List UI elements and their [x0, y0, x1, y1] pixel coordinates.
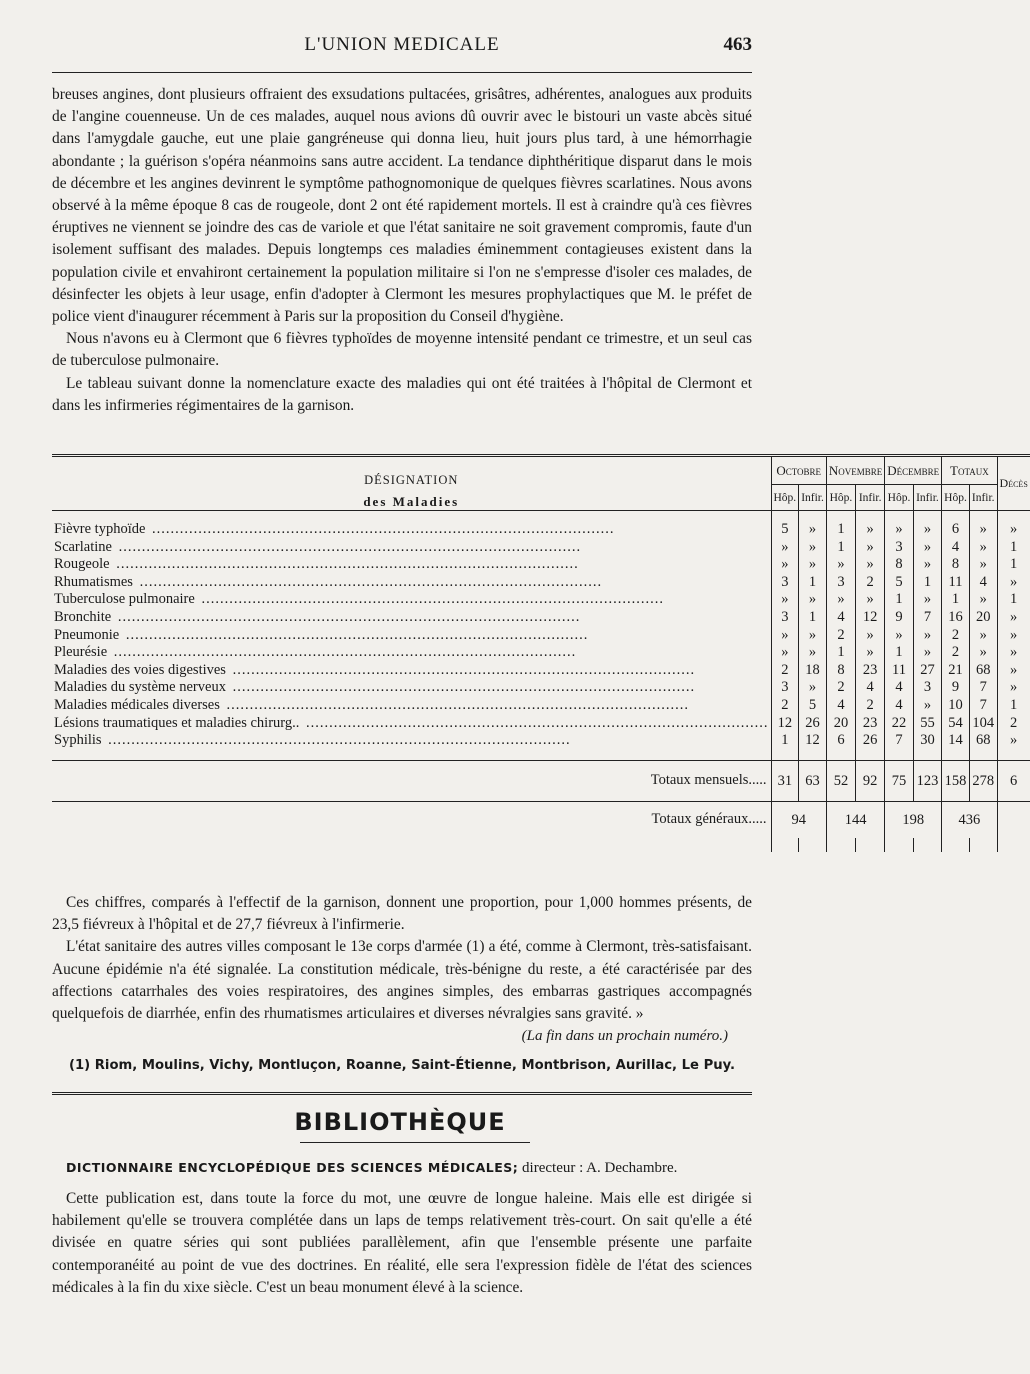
sub-header-hop: Hôp.	[885, 485, 913, 511]
total-cell: 52	[826, 760, 855, 801]
table-cell: 6	[942, 521, 970, 539]
table-cell: »	[997, 521, 1030, 539]
table-cell: 1	[826, 644, 855, 662]
disease-label: Pneumonie	[54, 626, 120, 643]
table-cell: 7	[913, 609, 941, 627]
dictionary-title: DICTIONNAIRE ENCYCLOPÉDIQUE DES SCIENCES MÉDICALES;	[66, 1160, 519, 1175]
table-cell: »	[771, 539, 799, 557]
table-cell: »	[913, 627, 941, 645]
table-cell: »	[997, 574, 1030, 592]
disease-label: Pleurésie	[54, 644, 108, 661]
designation-subtitle: des Maladies	[363, 494, 460, 509]
table-cell: 7	[969, 697, 997, 715]
disease-table	[52, 454, 1030, 852]
table-cell: 7	[969, 679, 997, 697]
table-cell: 4	[942, 539, 970, 557]
table-cell: 2	[856, 574, 885, 592]
intro-paragraph-1: breuses angines, dont plusieurs offraient des exsudations pultacées, grisâtres, adhérentes, analogues aux produits de l'angine couenneuse. Un de ces malades, auquel nous avions dû ouvrir avec le bistouri un vaste abcès situé dans l'amygdale gauche, eut une plaie gangréneuse qui donna lieu, huit jours plus tard, à une hémorrhagie abondante ; la guérison s'opéra néanmoins sans autre accident. La tendance diphthéritique disparut dans le mois de décembre et les angines devinrent le symptôme pathognomonique de quelques fièvres scarlatines. Nous avons observé à la même époque 8 cas de rougeole, dont 2 ont été rapidement mortels. Il est à craindre qu'à ces fièvres éruptives ne viennent se joindre des cas de variole et que l'état sanitaire ne soit gravement compromis, faute d'un isolement suffisant des malades. Depuis longtemps ces maladies éminemment contagieuses existent dans la population civile et envahiront certainement la population militaire si l'on ne s'empresse d'isoler ces malades, de désinfecter les objets à leur usage, enfin d'adopter à Clermont les mesures prophylactiques que M. le préfet de police vient d'inaugurer récemment à Paris sur la proposition du Conseil d'hygiène.	[52, 86, 752, 326]
table-cell: »	[799, 521, 827, 539]
bibliotheque-text	[52, 1188, 752, 1299]
table-cell: »	[771, 627, 799, 645]
table-cell: 1	[799, 574, 827, 592]
table-cell: 1	[913, 574, 941, 592]
table-cell: 1	[826, 521, 855, 539]
table-cell: 4	[885, 679, 913, 697]
table-cell: 1	[885, 644, 913, 662]
table-cell: 1	[997, 556, 1030, 574]
table-cell: 5	[799, 697, 827, 715]
table-cell: »	[771, 644, 799, 662]
table-cell: »	[913, 644, 941, 662]
table-cell: »	[913, 539, 941, 557]
table-cell: »	[799, 679, 827, 697]
table-cell: 3	[771, 679, 799, 697]
table-cell: 1	[997, 591, 1030, 609]
table-cell: »	[771, 556, 799, 574]
table-cell: »	[771, 591, 799, 609]
monthly-totals-label: Totaux mensuels.....	[52, 760, 771, 801]
table-cell: 5	[885, 574, 913, 592]
disease-label: Scarlatine	[54, 538, 112, 555]
table-row	[52, 644, 1030, 662]
table-cell: 27	[913, 662, 941, 680]
disease-label: Maladies médicales diverses	[54, 696, 220, 713]
table-cell: »	[997, 732, 1030, 750]
table-cell: »	[913, 591, 941, 609]
sub-header-infir: Infir.	[799, 485, 827, 511]
table-cell: 4	[885, 697, 913, 715]
disease-label: Rougeole	[54, 556, 110, 573]
disease-name	[52, 715, 771, 733]
intro-text	[52, 84, 752, 417]
table-cell: 3	[771, 609, 799, 627]
table-cell: »	[885, 521, 913, 539]
dictionary-heading	[66, 1160, 752, 1177]
table-cell: 10	[942, 697, 970, 715]
table-row	[52, 609, 1030, 627]
disease-name	[52, 627, 771, 645]
table-cell: 4	[826, 609, 855, 627]
disease-label: Maladies des voies digestives	[54, 661, 226, 678]
table-cell: 1	[885, 591, 913, 609]
table-cell: 22	[885, 715, 913, 733]
sub-header-hop: Hôp.	[771, 485, 799, 511]
table-cell: 7	[885, 732, 913, 750]
disease-name	[52, 591, 771, 609]
page-header	[52, 34, 752, 64]
dictionary-director: directeur : A. Dechambre.	[522, 1160, 678, 1176]
table-row	[52, 556, 1030, 574]
table-cell: »	[997, 609, 1030, 627]
total-cell: 63	[799, 760, 827, 801]
disease-name	[52, 662, 771, 680]
table-row	[52, 539, 1030, 557]
disease-label: Maladies du système nerveux	[54, 679, 226, 696]
table-row	[52, 627, 1030, 645]
table-cell: 2	[826, 627, 855, 645]
grand-totals-label: Totaux généraux.....	[52, 801, 771, 838]
table-cell: 1	[799, 609, 827, 627]
table-cell: »	[969, 556, 997, 574]
table-cell: 8	[942, 556, 970, 574]
table-cell: 16	[942, 609, 970, 627]
section-rule	[52, 1092, 752, 1095]
total-cell: 6	[997, 760, 1030, 801]
table-cell: 9	[942, 679, 970, 697]
table-cell: 23	[856, 715, 885, 733]
bibliotheque-rule	[300, 1142, 530, 1143]
after-paragraph-2: L'état sanitaire des autres villes composant le 13e corps d'armée (1) a été, comme à Clermont, très-satisfaisant. Aucune épidémie n'a été signalée. La constitution médicale, très-bénigne du reste, a été caractérisée par des affections catarrhales des voies respiratoires, des angines simples, des embarras gastriques accompagnés quelquefois de diarrhée, enfin des rhumatismes articulaires et diverses névralgies sans gravité. »	[52, 938, 752, 1023]
table-cell: »	[969, 539, 997, 557]
grand-total-cell: 144	[826, 801, 884, 838]
disease-label: Syphilis	[54, 732, 102, 749]
table-cell: »	[885, 627, 913, 645]
grand-totals-row	[52, 801, 1030, 838]
table-cell: 1	[997, 539, 1030, 557]
disease-name	[52, 574, 771, 592]
table-cell: 3	[913, 679, 941, 697]
grand-total-empty	[997, 801, 1030, 838]
disease-name	[52, 644, 771, 662]
table-cell: »	[913, 697, 941, 715]
table-cell: 1	[997, 697, 1030, 715]
designation-header	[52, 456, 771, 511]
table-cell: »	[799, 556, 827, 574]
table-cell: »	[997, 662, 1030, 680]
intro-paragraph-2: Nous n'avons eu à Clermont que 6 fièvres typhoïdes de moyenne intensité pendant ce trimestre, et un seul cas de tuberculose pulmonaire.	[52, 330, 752, 370]
disease-label: Lésions traumatiques et maladies chirurg..	[54, 714, 300, 731]
table-cell: 104	[969, 715, 997, 733]
table-cell: 8	[885, 556, 913, 574]
table-cell: 68	[969, 732, 997, 750]
table-cell: 14	[942, 732, 970, 750]
table-cell: 9	[885, 609, 913, 627]
table-cell: »	[799, 591, 827, 609]
table-cell: 8	[826, 662, 855, 680]
total-cell: 158	[942, 760, 970, 801]
table-cell: 2	[856, 697, 885, 715]
table-cell: 55	[913, 715, 941, 733]
table-cell: »	[856, 556, 885, 574]
table-row	[52, 521, 1030, 539]
total-cell: 123	[913, 760, 941, 801]
header-december: Décembre	[885, 456, 942, 485]
table-cell: 3	[885, 539, 913, 557]
table-cell: »	[969, 591, 997, 609]
disease-name	[52, 609, 771, 627]
table-cell: 1	[942, 591, 970, 609]
table-cell: 54	[942, 715, 970, 733]
continued-note: (La fin dans un prochain numéro.)	[521, 1028, 728, 1044]
disease-name	[52, 539, 771, 557]
table-cell: 1	[771, 732, 799, 750]
header-deces: Décès	[997, 456, 1030, 511]
total-cell: 31	[771, 760, 799, 801]
header-totals: Totaux	[942, 456, 997, 485]
after-text	[52, 892, 752, 1025]
table-row	[52, 591, 1030, 609]
disease-name	[52, 556, 771, 574]
table-cell: 20	[969, 609, 997, 627]
table-row	[52, 679, 1030, 697]
table-cell: »	[913, 556, 941, 574]
sub-header-hop: Hôp.	[942, 485, 970, 511]
table-cell: »	[856, 591, 885, 609]
table-cell: »	[856, 644, 885, 662]
table-cell: 21	[942, 662, 970, 680]
disease-name	[52, 679, 771, 697]
monthly-totals-row	[52, 760, 1030, 801]
table-cell: 26	[799, 715, 827, 733]
table-row	[52, 715, 1030, 733]
table-cell: »	[826, 556, 855, 574]
bibliotheque-paragraph: Cette publication est, dans toute la force du mot, une œuvre de longue haleine. Mais elle est dirigée si habilement qu'elle se trouvera complétée dans un laps de temps relativement très-court. On sait qu'elle a été divisée en quatre séries qui sont publiées parallèlement, afin que l'ensemble présente une parfaite contemporanéité au point de vue des doctrines. En réalité, elle sera l'expression fidèle de l'état des sciences médicales à la fin du xixe siècle. C'est un beau monument élevé à la science.	[52, 1190, 752, 1296]
table-cell: »	[826, 591, 855, 609]
table-cell: 12	[771, 715, 799, 733]
table-cell: 3	[826, 574, 855, 592]
page-number: 463	[723, 34, 752, 55]
disease-label: Fièvre typhoïde	[54, 521, 146, 537]
table-cell: 1	[826, 539, 855, 557]
table-cell: »	[799, 539, 827, 557]
grand-total-cell: 436	[942, 801, 997, 838]
table-row	[52, 574, 1030, 592]
disease-rows	[52, 521, 1030, 750]
designation-title: DÉSIGNATION	[364, 473, 459, 487]
header-october: Octobre	[771, 456, 826, 485]
footnote: (1) Riom, Moulins, Vichy, Montluçon, Roanne, Saint-Étienne, Montbrison, Aurillac, Le Puy.	[68, 1058, 736, 1073]
table-cell: 2	[997, 715, 1030, 733]
grand-total-cell: 94	[771, 801, 826, 838]
table-row	[52, 732, 1030, 750]
disease-name	[52, 732, 771, 750]
table-cell: 11	[885, 662, 913, 680]
table-cell: 2	[826, 679, 855, 697]
table-cell: 2	[942, 644, 970, 662]
table-cell: »	[997, 627, 1030, 645]
table-cell: »	[799, 644, 827, 662]
table-cell: 4	[856, 679, 885, 697]
bibliotheque-title: BIBLIOTHÈQUE	[294, 1108, 506, 1136]
disease-name	[52, 697, 771, 715]
intro-paragraph-3: Le tableau suivant donne la nomenclature exacte des maladies qui ont été traitées à l'hôpital de Clermont et dans les infirmeries régimentaires de la garnison.	[52, 374, 752, 414]
table-cell: 4	[826, 697, 855, 715]
header-rule	[52, 72, 752, 73]
sub-header-infir: Infir.	[913, 485, 941, 511]
table-cell: »	[799, 627, 827, 645]
total-cell: 92	[856, 760, 885, 801]
header-november: Novembre	[826, 456, 884, 485]
table-cell: »	[913, 521, 941, 539]
table-row	[52, 697, 1030, 715]
table-cell: 3	[771, 574, 799, 592]
table-cell: 2	[771, 697, 799, 715]
table-cell: 20	[826, 715, 855, 733]
table-cell: 68	[969, 662, 997, 680]
total-cell: 278	[969, 760, 997, 801]
sub-header-infir: Infir.	[856, 485, 885, 511]
table-cell: 18	[799, 662, 827, 680]
disease-label: Rhumatismes	[54, 573, 133, 590]
table-cell: 30	[913, 732, 941, 750]
table-cell: 12	[799, 732, 827, 750]
sub-header-hop: Hôp.	[826, 485, 855, 511]
table-cell: 2	[942, 627, 970, 645]
grand-total-cell: 198	[885, 801, 942, 838]
disease-label: Tuberculose pulmonaire	[54, 591, 195, 608]
table-cell: »	[997, 679, 1030, 697]
table-cell: »	[856, 539, 885, 557]
table-cell: »	[856, 627, 885, 645]
disease-name	[52, 521, 771, 539]
table-cell: 12	[856, 609, 885, 627]
table-cell: »	[997, 644, 1030, 662]
table-cell: »	[969, 644, 997, 662]
table-cell: »	[969, 521, 997, 539]
table-cell: »	[969, 627, 997, 645]
after-paragraph-1: Ces chiffres, comparés à l'effectif de la garnison, donnent une proportion, pour 1,000 hommes présents, de 23,5 fiévreux à l'hôpital et de 27,7 fiévreux à l'infirmerie.	[52, 894, 752, 934]
table-cell: 11	[942, 574, 970, 592]
table-cell: »	[856, 521, 885, 539]
disease-label: Bronchite	[54, 608, 112, 625]
table-cell: 5	[771, 521, 799, 539]
table-cell: 2	[771, 662, 799, 680]
total-cell: 75	[885, 760, 913, 801]
sub-header-infir: Infir.	[969, 485, 997, 511]
table-row	[52, 662, 1030, 680]
table-cell: 26	[856, 732, 885, 750]
table-cell: 4	[969, 574, 997, 592]
running-title: L'UNION MEDICALE	[304, 34, 500, 55]
table-cell: 6	[826, 732, 855, 750]
table-cell: 23	[856, 662, 885, 680]
